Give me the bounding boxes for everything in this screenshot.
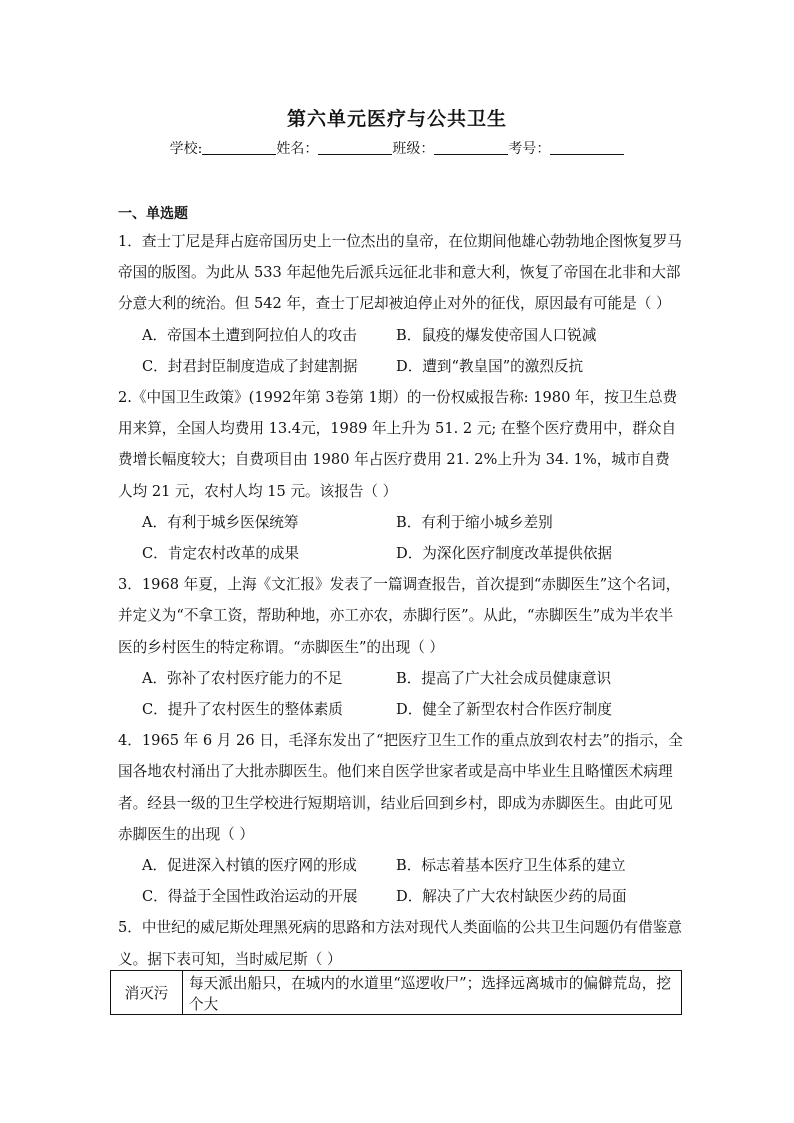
options <box>118 507 684 569</box>
option-c[interactable]: C．提升了农村医生的整体素质 <box>142 701 343 719</box>
table-cell-content: 每天派出船只，在城内的水道里“巡逻收尸”；选择远离城市的偏僻荒岛，挖个大 <box>183 971 682 1015</box>
option-a[interactable]: A．有利于城乡医保统筹 <box>142 513 299 531</box>
options <box>118 320 684 382</box>
option-c[interactable]: C．得益于全国性政治运动的开展 <box>142 888 358 906</box>
question-5 <box>118 912 684 974</box>
class-blank[interactable] <box>434 142 508 155</box>
table-row <box>111 971 682 1015</box>
option-d[interactable]: D．解决了广大农村缺医少药的局面 <box>396 888 627 906</box>
option-a[interactable]: A．促进深入村镇的医疗网的形成 <box>142 857 357 875</box>
school-blank[interactable] <box>202 142 276 155</box>
venice-measures-table <box>110 970 682 1015</box>
number-blank[interactable] <box>550 142 624 155</box>
table-cell-label: 消灭污 <box>111 971 183 1015</box>
school-label: 学校: <box>169 141 203 157</box>
option-b[interactable]: B．提高了广大社会成员健康意识 <box>396 669 612 687</box>
question-3 <box>118 569 684 725</box>
options <box>118 850 684 912</box>
question-text: 1．查士丁尼是拜占庭帝国历史上一位杰出的皇帝，在位期间他雄心勃勃地企图恢复罗马帝国的版图。为此从 533 年起他先后派兵远征北非和意大利，恢复了帝国在北非和大部分意大利的统治。但 542 年，查士丁尼却被迫停止对外的征伐，原因最有可能是（ ） <box>118 233 682 313</box>
class-label: 班级： <box>392 141 435 157</box>
question-text: 3．1968 年夏，上海《文汇报》发表了一篇调查报告，首次提到“赤脚医生”这个名词，并定义为“不拿工资，帮助种地，亦工亦农，赤脚行医”。从此，“赤脚医生”成为半农半医的乡村医生的特定称谓。“赤脚医生”的出现（ ） <box>118 576 681 656</box>
question-text: 4．1965 年 6 月 26 日，毛泽东发出了“把医疗卫生工作的重点放到农村去”的指示，全国各地农村涌出了大批赤脚医生。他们来自医学世家者或是高中毕业生且略懂医术病理者。经县一级的卫生学校进行短期培训，结业后回到乡村，即成为赤脚医生。由此可见赤脚医生的出现（ ） <box>118 732 683 843</box>
option-b[interactable]: B．鼠疫的爆发使帝国人口锐减 <box>396 326 597 344</box>
question-4 <box>118 725 684 912</box>
student-info-line <box>0 138 794 158</box>
name-label: 姓名： <box>276 141 319 157</box>
option-d[interactable]: D．遭到“教皇国”的激烈反抗 <box>396 357 584 375</box>
name-blank[interactable] <box>318 142 392 155</box>
options <box>118 663 684 725</box>
section-title: 一、单选题 <box>118 206 188 222</box>
option-c[interactable]: C．肯定农村改革的成果 <box>142 545 300 563</box>
question-text: 5．中世纪的威尼斯处理黑死病的思路和方法对现代人类面临的公共卫生问题仍有借鉴意义。据下表可知，当时威尼斯（ ） <box>118 919 682 968</box>
number-label: 考号： <box>508 141 551 157</box>
option-b[interactable]: B．有利于缩小城乡差别 <box>396 513 553 531</box>
page-title: 第六单元医疗与公共卫生 <box>286 108 507 130</box>
option-a[interactable]: A．帝国本土遭到阿拉伯人的攻击 <box>142 326 357 344</box>
question-text: 2.《中国卫生政策》(1992年第 3卷第 1期）的一份权威报告称: 1980 年，按卫生总费用来算，全国人均费用 13.4元，1989 年上升为 51. 2 元; 在整个医疗费用中，群众自费增长幅度较大；自费项目由 1980 年占医疗费用 21. 2%上升为 34. 1%，城市自费人均 21 元，农村人均 15 元。该报告（ ） <box>118 389 678 500</box>
questions <box>118 226 684 975</box>
option-a[interactable]: A．弥补了农村医疗能力的不足 <box>142 669 343 687</box>
option-d[interactable]: D．为深化医疗制度改革提供依据 <box>396 545 613 563</box>
option-c[interactable]: C．封君封臣制度造成了封建割据 <box>142 357 358 375</box>
option-d[interactable]: D．健全了新型农村合作医疗制度 <box>396 701 613 719</box>
question-1 <box>118 226 684 382</box>
question-2 <box>118 382 684 569</box>
option-b[interactable]: B．标志着基本医疗卫生体系的建立 <box>396 857 626 875</box>
